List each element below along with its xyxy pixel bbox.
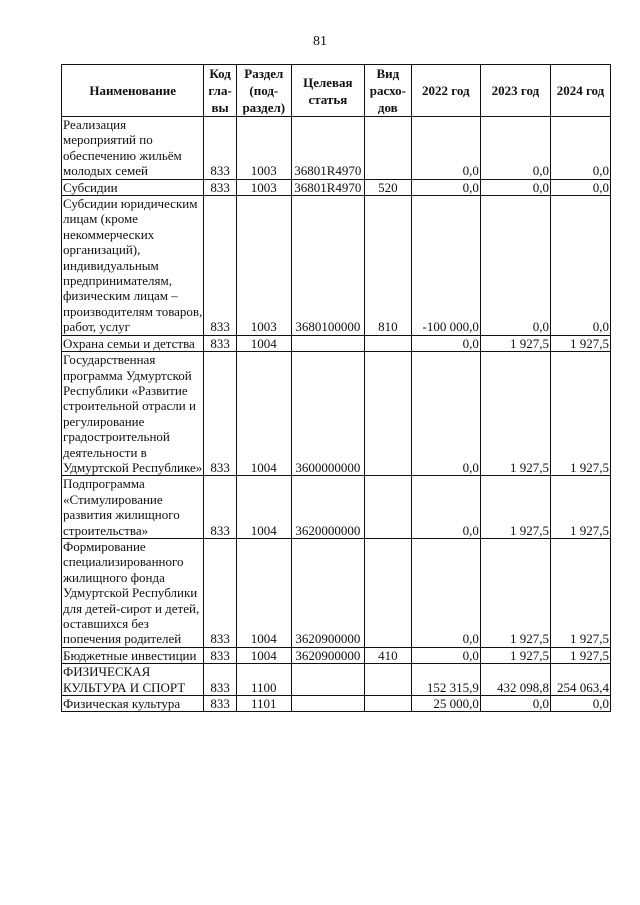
cell-target-item: 3620900000 xyxy=(291,647,364,663)
cell-chapter-code: 833 xyxy=(204,196,237,336)
header-expense-type: Вид расхо-дов xyxy=(364,65,411,117)
cell-year-2023: 1 927,5 xyxy=(480,538,550,647)
cell-target-item: 36801R4970 xyxy=(291,117,364,180)
cell-target-item xyxy=(291,696,364,712)
cell-chapter-code: 833 xyxy=(204,179,237,195)
cell-year-2022: 152 315,9 xyxy=(411,664,480,696)
cell-expense-type xyxy=(364,476,411,539)
cell-year-2023: 1 927,5 xyxy=(480,352,550,476)
cell-expense-type xyxy=(364,664,411,696)
cell-year-2022: 0,0 xyxy=(411,352,480,476)
cell-section: 1004 xyxy=(236,538,291,647)
cell-year-2024: 0,0 xyxy=(550,117,610,180)
table-row xyxy=(62,179,611,195)
cell-target-item: 3600000000 xyxy=(291,352,364,476)
cell-target-item: 3620000000 xyxy=(291,476,364,539)
cell-section: 1101 xyxy=(236,696,291,712)
cell-name: Реализация мероприятий по обеспечению жильём молодых семей xyxy=(62,117,204,180)
cell-section: 1100 xyxy=(236,664,291,696)
table-row xyxy=(62,647,611,663)
cell-year-2023: 0,0 xyxy=(480,696,550,712)
cell-section: 1003 xyxy=(236,196,291,336)
cell-expense-type: 520 xyxy=(364,179,411,195)
table-row xyxy=(62,352,611,476)
cell-year-2024: 1 927,5 xyxy=(550,352,610,476)
cell-year-2024: 0,0 xyxy=(550,196,610,336)
cell-year-2024: 1 927,5 xyxy=(550,538,610,647)
cell-chapter-code: 833 xyxy=(204,647,237,663)
cell-year-2024: 0,0 xyxy=(550,696,610,712)
cell-name: Формирование специализированного жилищного фонда Удмуртской Республики для детей-сирот и детей, оставшихся без попечения родителей xyxy=(62,538,204,647)
cell-name: Бюджетные инвестиции xyxy=(62,647,204,663)
cell-expense-type xyxy=(364,538,411,647)
cell-year-2024: 1 927,5 xyxy=(550,476,610,539)
cell-year-2022: 0,0 xyxy=(411,476,480,539)
cell-target-item xyxy=(291,664,364,696)
cell-section: 1003 xyxy=(236,179,291,195)
cell-name: Физическая культура xyxy=(62,696,204,712)
cell-name: ФИЗИЧЕСКАЯ КУЛЬТУРА И СПОРТ xyxy=(62,664,204,696)
table-row xyxy=(62,117,611,180)
cell-chapter-code: 833 xyxy=(204,696,237,712)
cell-expense-type xyxy=(364,117,411,180)
header-year-2022: 2022 год xyxy=(411,65,480,117)
cell-section: 1004 xyxy=(236,335,291,351)
cell-year-2023: 1 927,5 xyxy=(480,647,550,663)
cell-section: 1004 xyxy=(236,647,291,663)
cell-chapter-code: 833 xyxy=(204,335,237,351)
cell-year-2023: 432 098,8 xyxy=(480,664,550,696)
cell-year-2022: 0,0 xyxy=(411,179,480,195)
cell-year-2024: 1 927,5 xyxy=(550,335,610,351)
cell-year-2024: 0,0 xyxy=(550,179,610,195)
cell-target-item: 36801R4970 xyxy=(291,179,364,195)
table-row xyxy=(62,476,611,539)
cell-year-2024: 254 063,4 xyxy=(550,664,610,696)
budget-table xyxy=(61,64,611,712)
cell-target-item: 3620900000 xyxy=(291,538,364,647)
header-year-2024: 2024 год xyxy=(550,65,610,117)
cell-section: 1004 xyxy=(236,352,291,476)
header-name: Наименование xyxy=(62,65,204,117)
cell-chapter-code: 833 xyxy=(204,664,237,696)
cell-year-2022: 0,0 xyxy=(411,647,480,663)
cell-year-2022: 0,0 xyxy=(411,335,480,351)
cell-chapter-code: 833 xyxy=(204,352,237,476)
table-row xyxy=(62,664,611,696)
cell-expense-type: 810 xyxy=(364,196,411,336)
header-year-2023: 2023 год xyxy=(480,65,550,117)
cell-name: Субсидии xyxy=(62,179,204,195)
cell-year-2022: 0,0 xyxy=(411,117,480,180)
header-target-item: Целевая статья xyxy=(291,65,364,117)
header-section: Раздел (под-раздел) xyxy=(236,65,291,117)
cell-name: Государственная программа Удмуртской Республики «Развитие строительной отрасли и регулирование градостроительной деятельности в Удмуртской Республике» xyxy=(63,352,203,475)
cell-expense-type xyxy=(364,335,411,351)
table-row xyxy=(62,196,611,336)
cell-year-2024: 1 927,5 xyxy=(550,647,610,663)
table-row xyxy=(62,335,611,351)
cell-name: Подпрограмма «Стимулирование развития жилищного строительства» xyxy=(62,476,204,539)
cell-year-2023: 0,0 xyxy=(480,179,550,195)
header-chapter-code: Код гла-вы xyxy=(204,65,237,117)
cell-section: 1004 xyxy=(236,476,291,539)
cell-year-2023: 1 927,5 xyxy=(480,476,550,539)
cell-expense-type: 410 xyxy=(364,647,411,663)
table-row xyxy=(62,538,611,647)
header-row xyxy=(62,65,611,117)
cell-expense-type xyxy=(364,352,411,476)
cell-year-2022: 25 000,0 xyxy=(411,696,480,712)
cell-expense-type xyxy=(364,696,411,712)
cell-chapter-code: 833 xyxy=(204,117,237,180)
cell-chapter-code: 833 xyxy=(204,538,237,647)
page-number: 81 xyxy=(313,34,327,49)
cell-year-2022: -100 000,0 xyxy=(411,196,480,336)
cell-year-2023: 1 927,5 xyxy=(480,335,550,351)
cell-section: 1003 xyxy=(236,117,291,180)
cell-target-item: 3680100000 xyxy=(291,196,364,336)
cell-chapter-code: 833 xyxy=(204,476,237,539)
cell-name: Охрана семьи и детства xyxy=(62,335,204,351)
cell-target-item xyxy=(291,335,364,351)
cell-year-2022: 0,0 xyxy=(411,538,480,647)
cell-year-2023: 0,0 xyxy=(480,117,550,180)
cell-name: Субсидии юридическим лицам (кроме некоммерческих организаций), индивидуальным предпринимателям, физическим лицам – производителям товаров, работ, услуг xyxy=(63,196,203,335)
table-row xyxy=(62,696,611,712)
cell-year-2023: 0,0 xyxy=(480,196,550,336)
